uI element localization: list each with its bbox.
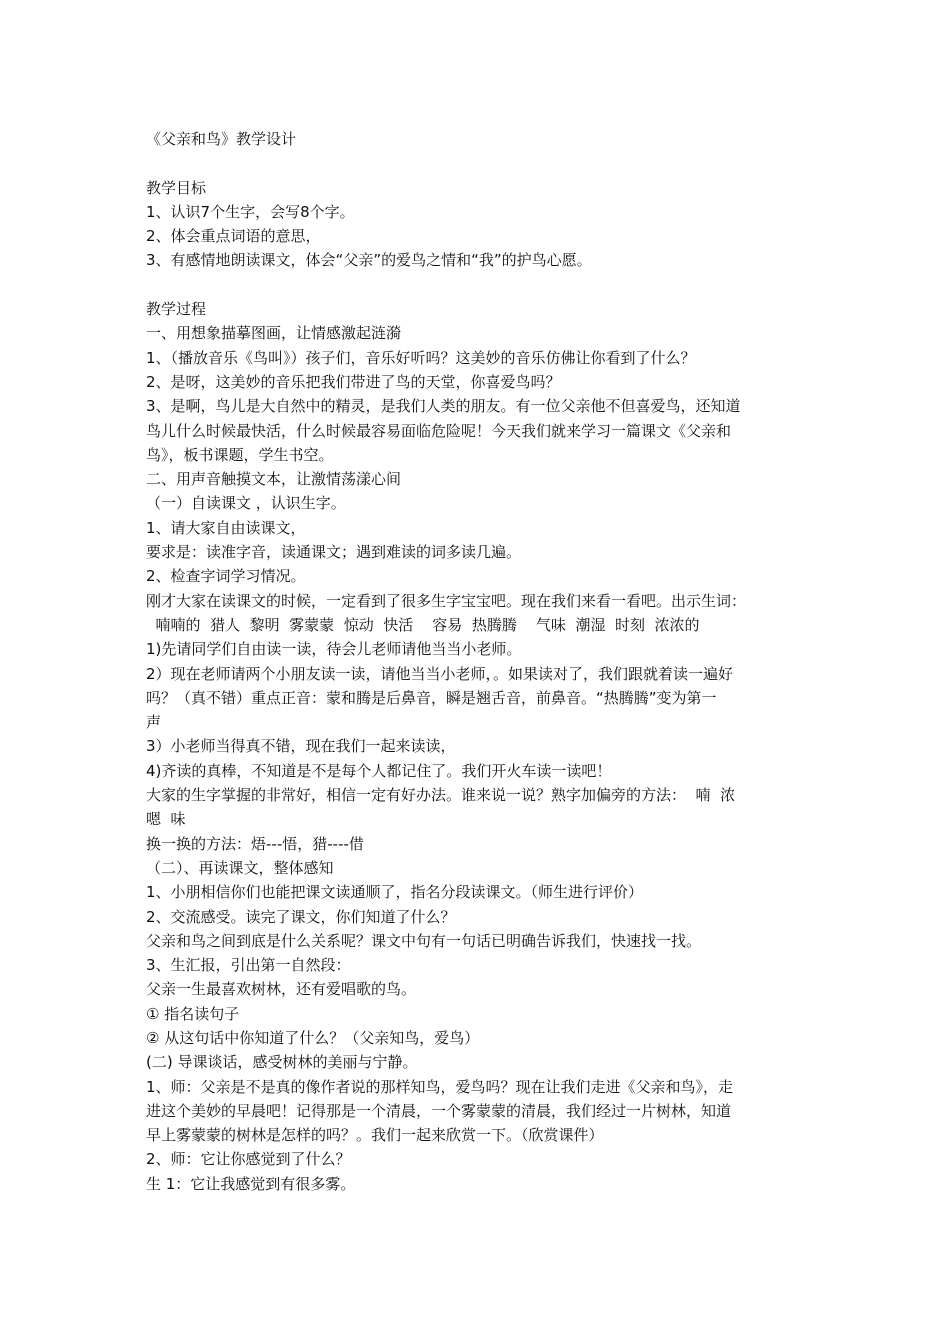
text-line: 嗯 味 bbox=[146, 810, 186, 829]
text-line: 2）现在老师请两个小朋友读一读，请他当当小老师，。如果读对了，我们跟就着读一遍好 bbox=[146, 664, 734, 683]
text-line: 1)先请同学们自由读一读，待会儿老师请他当当小老师。 bbox=[146, 640, 522, 659]
text-line: （一）自读课文 ，认识生字。 bbox=[146, 494, 346, 513]
goals-list bbox=[146, 200, 808, 273]
text-line: （二）、再读课文，整体感知 bbox=[146, 858, 334, 877]
text-line: 刚才大家在读课文的时候，一定看到了很多生字宝宝吧。现在我们来看一看吧。出示生词： bbox=[146, 591, 747, 610]
text-line: 2、师：它让你感觉到了什么？ bbox=[146, 1150, 351, 1169]
process-heading: 教学过程 bbox=[146, 300, 207, 319]
spacer bbox=[146, 273, 808, 297]
text-line: 喃喃的 猎人 黎明 雾蒙蒙 惊动 快活 容易 热腾腾 气味 潮湿 时刻 浓浓的 bbox=[146, 615, 700, 634]
text-line: 要求是：读准字音，读通课文；遇到难读的词多读几遍。 bbox=[146, 543, 522, 562]
text-line: 生 1：它让我感觉到有很多雾。 bbox=[146, 1174, 356, 1193]
document-title: 《父亲和鸟》教学设计 bbox=[146, 130, 297, 148]
text-line: 3、生汇报，引出第一自然段： bbox=[146, 956, 351, 975]
text-line: 4)齐读的真棒，不知道是不是每个人都记住了。我们开火车读一读吧！ bbox=[146, 761, 612, 780]
text-line: 1、（播放音乐《鸟叫》）孩子们，音乐好听吗？这美妙的音乐仿佛让你看到了什么？ bbox=[146, 348, 696, 367]
text-line: 一、用想象描摹图画，让情感激起涟漪 bbox=[146, 324, 402, 343]
text-line: 2、交流感受。读完了课文，你们知道了什么？ bbox=[146, 907, 456, 926]
text-line: 吗？（真不错）重点正音：蒙和腾是后鼻音，瞬是翘舌音，前鼻音。“热腾腾”变为第一 bbox=[146, 688, 717, 707]
text-line: 二、用声音触摸文本，让激情荡漾心间 bbox=[146, 470, 402, 489]
goal-item: 2、体会重点词语的意思， bbox=[146, 227, 321, 246]
text-line: (二) 导课谈话，感受树林的美丽与宁静。 bbox=[146, 1053, 418, 1072]
text-line: 声 bbox=[146, 713, 162, 732]
goal-item: 1、认识7个生字，会写8个字。 bbox=[146, 202, 355, 221]
process-body bbox=[146, 321, 808, 1196]
text-line: 换一换的方法：焐---悟，猎----借 bbox=[146, 834, 364, 853]
text-line: 进这个美妙的早晨吧！记得那是一个清晨，一个雾蒙蒙的清晨，我们经过一片树林，知道 bbox=[146, 1101, 732, 1120]
document-page bbox=[146, 127, 808, 1196]
spacer bbox=[146, 151, 808, 175]
text-line: 早上雾蒙蒙的树林是怎样的吗？。我们一起来欣赏一下。（欣赏课件） bbox=[146, 1126, 604, 1145]
text-line: 鸟》，板书课题，学生书空。 bbox=[146, 445, 334, 464]
text-line: 2、是呀，这美妙的音乐把我们带进了鸟的天堂，你喜爱鸟吗？ bbox=[146, 372, 561, 391]
goals-heading: 教学目标 bbox=[146, 178, 207, 197]
text-line: 1、请大家自由读课文， bbox=[146, 518, 306, 537]
text-line: 1、小朋相信你们也能把课文读通顺了，指名分段读课文。（师生进行评价） bbox=[146, 883, 644, 902]
text-line: ① 指名读句子 bbox=[146, 1004, 240, 1023]
text-line: ② 从这句话中你知道了什么？（父亲知鸟，爱鸟） bbox=[146, 1028, 480, 1047]
text-line: 2、检查字词学习情况。 bbox=[146, 567, 306, 586]
text-line: 大家的生字掌握的非常好，相信一定有好办法。谁来说一说？熟字加偏旁的方法： 喃 浓 bbox=[146, 786, 736, 805]
text-line: 父亲和鸟之间到底是什么关系呢？课文中句有一句话已明确告诉我们，快速找一找。 bbox=[146, 931, 702, 950]
text-line: 父亲一生最喜欢树林，还有爱唱歌的鸟。 bbox=[146, 980, 417, 999]
text-line: 3）小老师当得真不错，现在我们一起来读读， bbox=[146, 737, 456, 756]
text-line: 鸟儿什么时候最快活，什么时候最容易面临危险呢！今天我们就来学习一篇课文《父亲和 bbox=[146, 421, 732, 440]
text-line: 3、是啊，鸟儿是大自然中的精灵，是我们人类的朋友。有一位父亲他不但喜爱鸟，还知道 bbox=[146, 397, 741, 416]
text-line: 1、师：父亲是不是真的像作者说的那样知鸟，爱鸟吗？现在让我们走进《父亲和鸟》，走 bbox=[146, 1077, 734, 1096]
goal-item: 3、有感情地朗读课文，体会“父亲”的爱鸟之情和“我”的护鸟心愿。 bbox=[146, 251, 592, 270]
